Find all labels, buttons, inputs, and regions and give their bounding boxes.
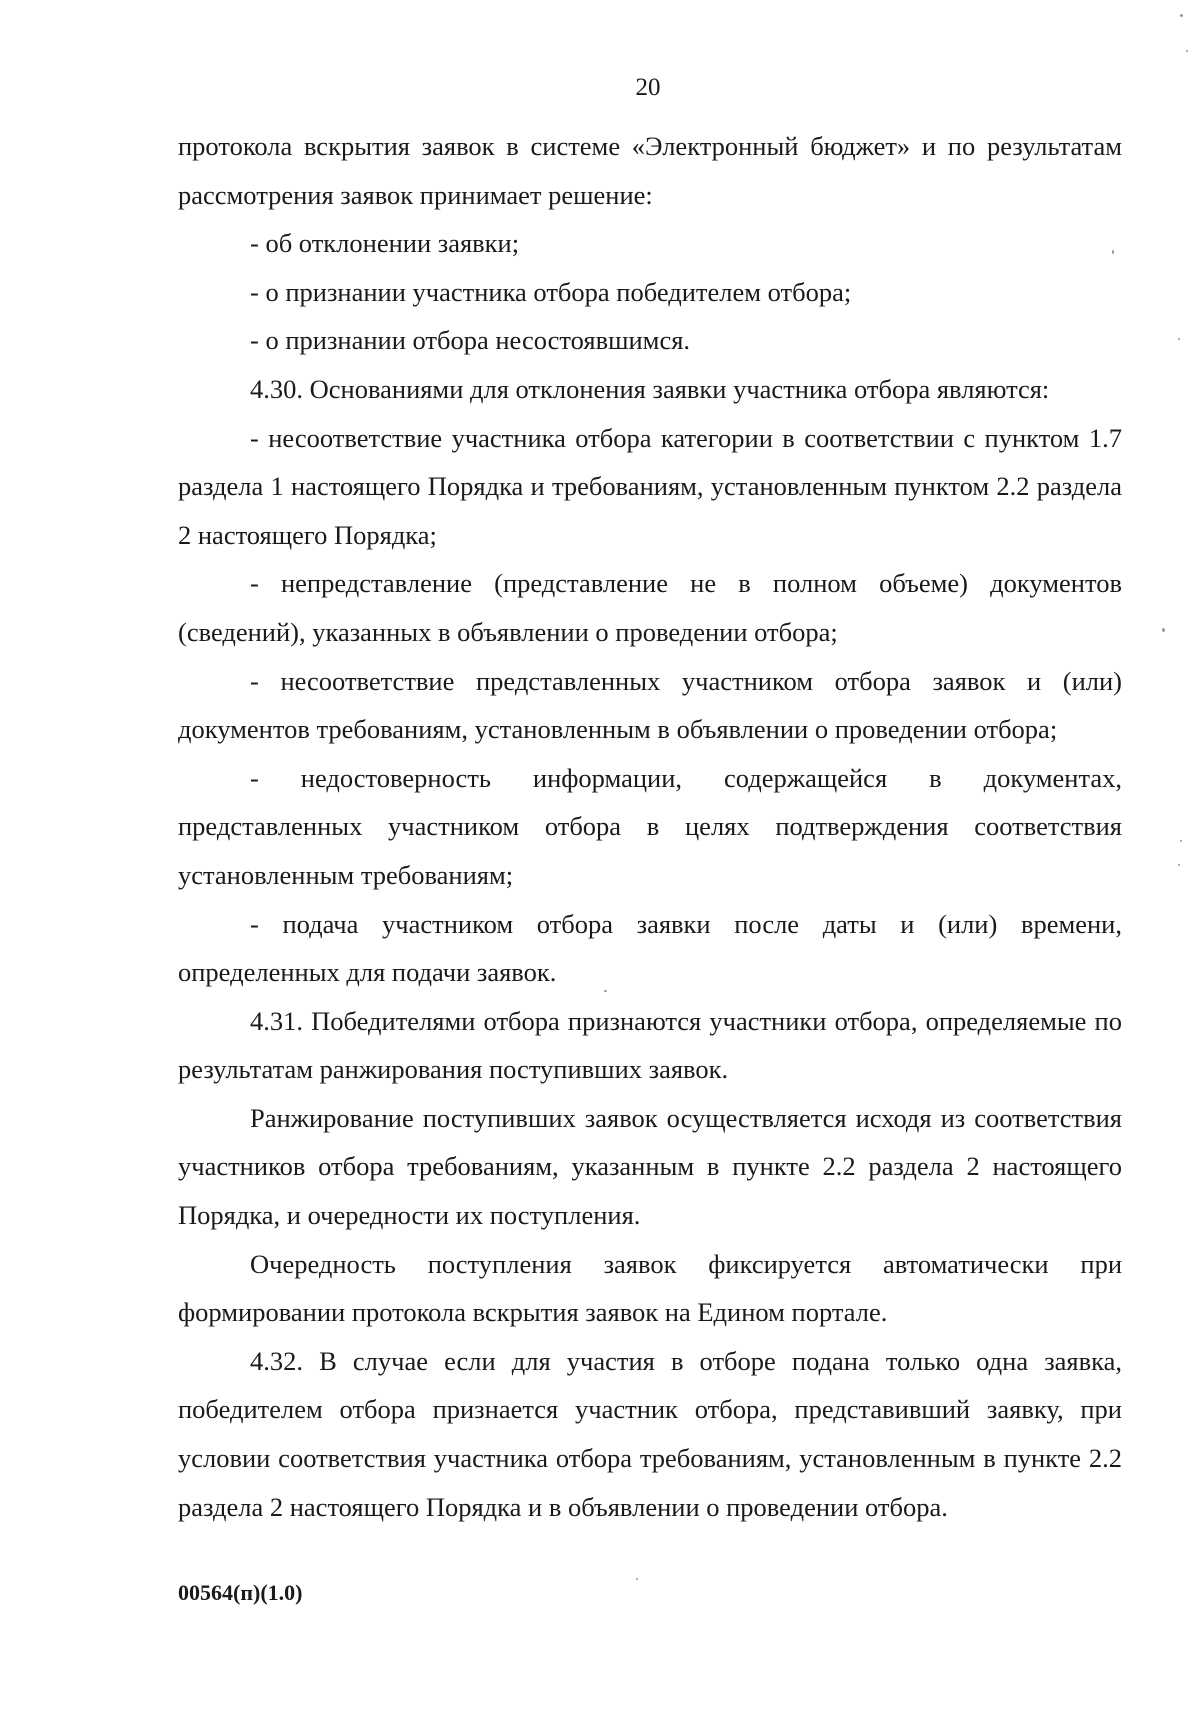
scan-speck xyxy=(636,1578,638,1580)
scan-speck xyxy=(604,990,607,992)
submission-order-paragraph: Очередность поступления заявок фиксируется автоматически при формировании протокола вскрытия заявок на Едином портале. xyxy=(178,1248,1122,1328)
scan-speck xyxy=(1112,250,1114,254)
scan-speck xyxy=(1178,864,1180,866)
scan-speck xyxy=(1180,840,1182,842)
scan-speck xyxy=(1162,628,1165,632)
rejection-ground-documents: - непредставление (представление не в полном объеме) документов (сведений), указанных в объявлении о проведении отбора; xyxy=(178,568,1122,647)
scan-speck xyxy=(1178,338,1180,340)
clause-4-32: 4.32. В случае если для участия в отборе подана только одна заявка, победителем отбора признается участник отбора, представивший заявку, при условии соответствия участника отбора требованиям, установленным в пункте 2.2 раздела 2 настоящего Порядка и в объявлении о проведении отбора. xyxy=(178,1345,1122,1522)
rejection-ground-unreliable-info: - недостоверность информации, содержащейся в документах, представленных участником отбора в целях подтверждения соответствия установленным требованиям; xyxy=(178,762,1122,890)
clause-4-30: 4.30. Основаниями для отклонения заявки участника отбора являются: xyxy=(250,373,1050,404)
paragraph-continuation: протокола вскрытия заявок в системе «Электронный бюджет» и по результатам рассмотрения заявок принимает решение: xyxy=(178,131,1122,210)
decision-item-winner: - о признании участника отбора победителем отбора; xyxy=(250,276,852,307)
decision-item-failed: - о признании отбора несостоявшимся. xyxy=(250,325,691,356)
rejection-ground-late-submission: - подача участником отбора заявки после даты и (или) времени, определенных для подачи заявок. xyxy=(178,908,1122,988)
document-body xyxy=(178,122,1122,1531)
rejection-ground-nonconformity: - несоответствие представленных участником отбора заявок и (или) документов требованиям, установленным в объявлении о проведении отбора; xyxy=(178,665,1122,745)
ranking-paragraph: Ранжирование поступивших заявок осуществляется исходя из соответствия участников отбора требованиям, указанным в пункте 2.2 раздела 2 настоящего Порядка, и очередности их поступления. xyxy=(178,1102,1122,1231)
decision-item-reject: - об отклонении заявки; xyxy=(250,228,520,259)
rejection-ground-category: - несоответствие участника отбора категории в соответствии с пунктом 1.7 раздела 1 настоящего Порядка и требованиям, установленным пунктом 2.2 раздела 2 настоящего Порядка; xyxy=(178,422,1122,550)
page-number: 20 xyxy=(635,74,661,101)
clause-4-31: 4.31. Победителями отбора признаются участники отбора, определяемые по результатам ранжирования поступивших заявок. xyxy=(178,1005,1122,1085)
scan-speck xyxy=(1186,50,1188,52)
document-code: 00564(п)(1.0) xyxy=(178,1580,303,1605)
scan-speck xyxy=(1180,14,1183,17)
